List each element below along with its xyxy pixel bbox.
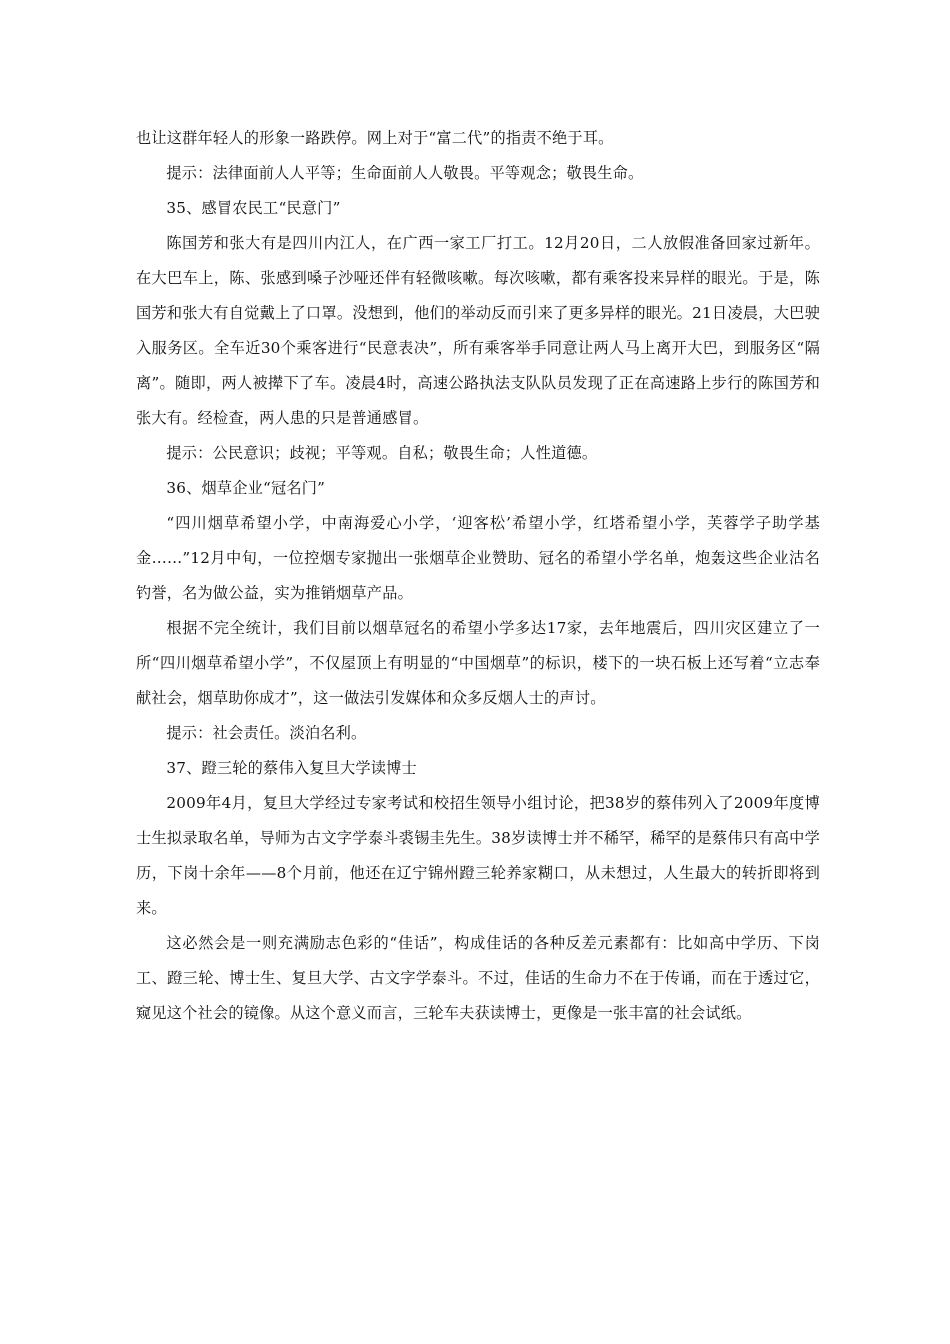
body-paragraph: 这必然会是一则充满励志色彩的“佳话”，构成佳话的各种反差元素都有：比如高中学历、下岗工、蹬三轮、博士生、复旦大学、古文字学泰斗。不过，佳话的生命力不在于传诵，而在于透过它，窥见这个社会的镜像。从这个意义而言，三轮车夫获读博士，更像是一张丰富的社会试纸。 — [136, 934, 820, 1022]
paragraph-continuation: 也让这群年轻人的形象一路跌停。网上对于“富二代”的指责不绝于耳。 — [136, 129, 614, 147]
body-paragraph: 陈国芳和张大有是四川内江人，在广西一家工厂打工。12月20日，二人放假准备回家过新年。在大巴车上，陈、张感到嗓子沙哑还伴有轻微咳嗽。每次咳嗽，都有乘客投来异样的眼光。于是，陈国芳和张大有自觉戴上了口罩。没想到，他们的举动反而引来了更多异样的眼光。21日凌晨，大巴驶入服务区。全车近30个乘客进行“民意表决”，所有乘客举手同意让两人马上离开大巴，到服务区“隔离”。随即，两人被撵下了车。凌晨4时，高速公路执法支队队员发现了正在高速路上步行的陈国芳和张大有。经检查，两人患的只是普通感冒。 — [136, 234, 820, 427]
section-heading: 35、感冒农民工“民意门” — [166, 199, 341, 217]
document-body — [136, 121, 820, 1031]
hint-paragraph: 提示：法律面前人人平等；生命面前人人敬畏。平等观念；敬畏生命。 — [166, 164, 644, 182]
section-heading: 37、蹬三轮的蔡伟入复旦大学读博士 — [166, 759, 417, 777]
hint-paragraph: 提示：社会责任。淡泊名利。 — [166, 724, 367, 742]
body-paragraph: 2009年4月，复旦大学经过专家考试和校招生领导小组讨论，把38岁的蔡伟列入了2009年度博士生拟录取名单，导师为古文字学泰斗裘锡圭先生。38岁读博士并不稀罕，稀罕的是蔡伟只有高中学历，下岗十余年——8个月前，他还在辽宁锦州蹬三轮养家糊口，从未想过，人生最大的转折即将到来。 — [136, 794, 820, 917]
body-paragraph: “四川烟草希望小学，中南海爱心小学，‘迎客松’希望小学，红塔希望小学，芙蓉学子助学基金……”12月中旬，一位控烟专家抛出一张烟草企业赞助、冠名的希望小学名单，炮轰这些企业沽名钓誉，名为做公益，实为推销烟草产品。 — [136, 514, 820, 602]
body-paragraph: 根据不完全统计，我们目前以烟草冠名的希望小学多达17家，去年地震后，四川灾区建立了一所“四川烟草希望小学”，不仅屋顶上有明显的“中国烟草”的标识，楼下的一块石板上还写着“立志奉献社会，烟草助你成才”，这一做法引发媒体和众多反烟人士的声讨。 — [136, 619, 820, 707]
section-heading: 36、烟草企业“冠名门” — [166, 479, 326, 497]
hint-paragraph: 提示：公民意识；歧视；平等观。自私；敬畏生命；人性道德。 — [166, 444, 598, 462]
